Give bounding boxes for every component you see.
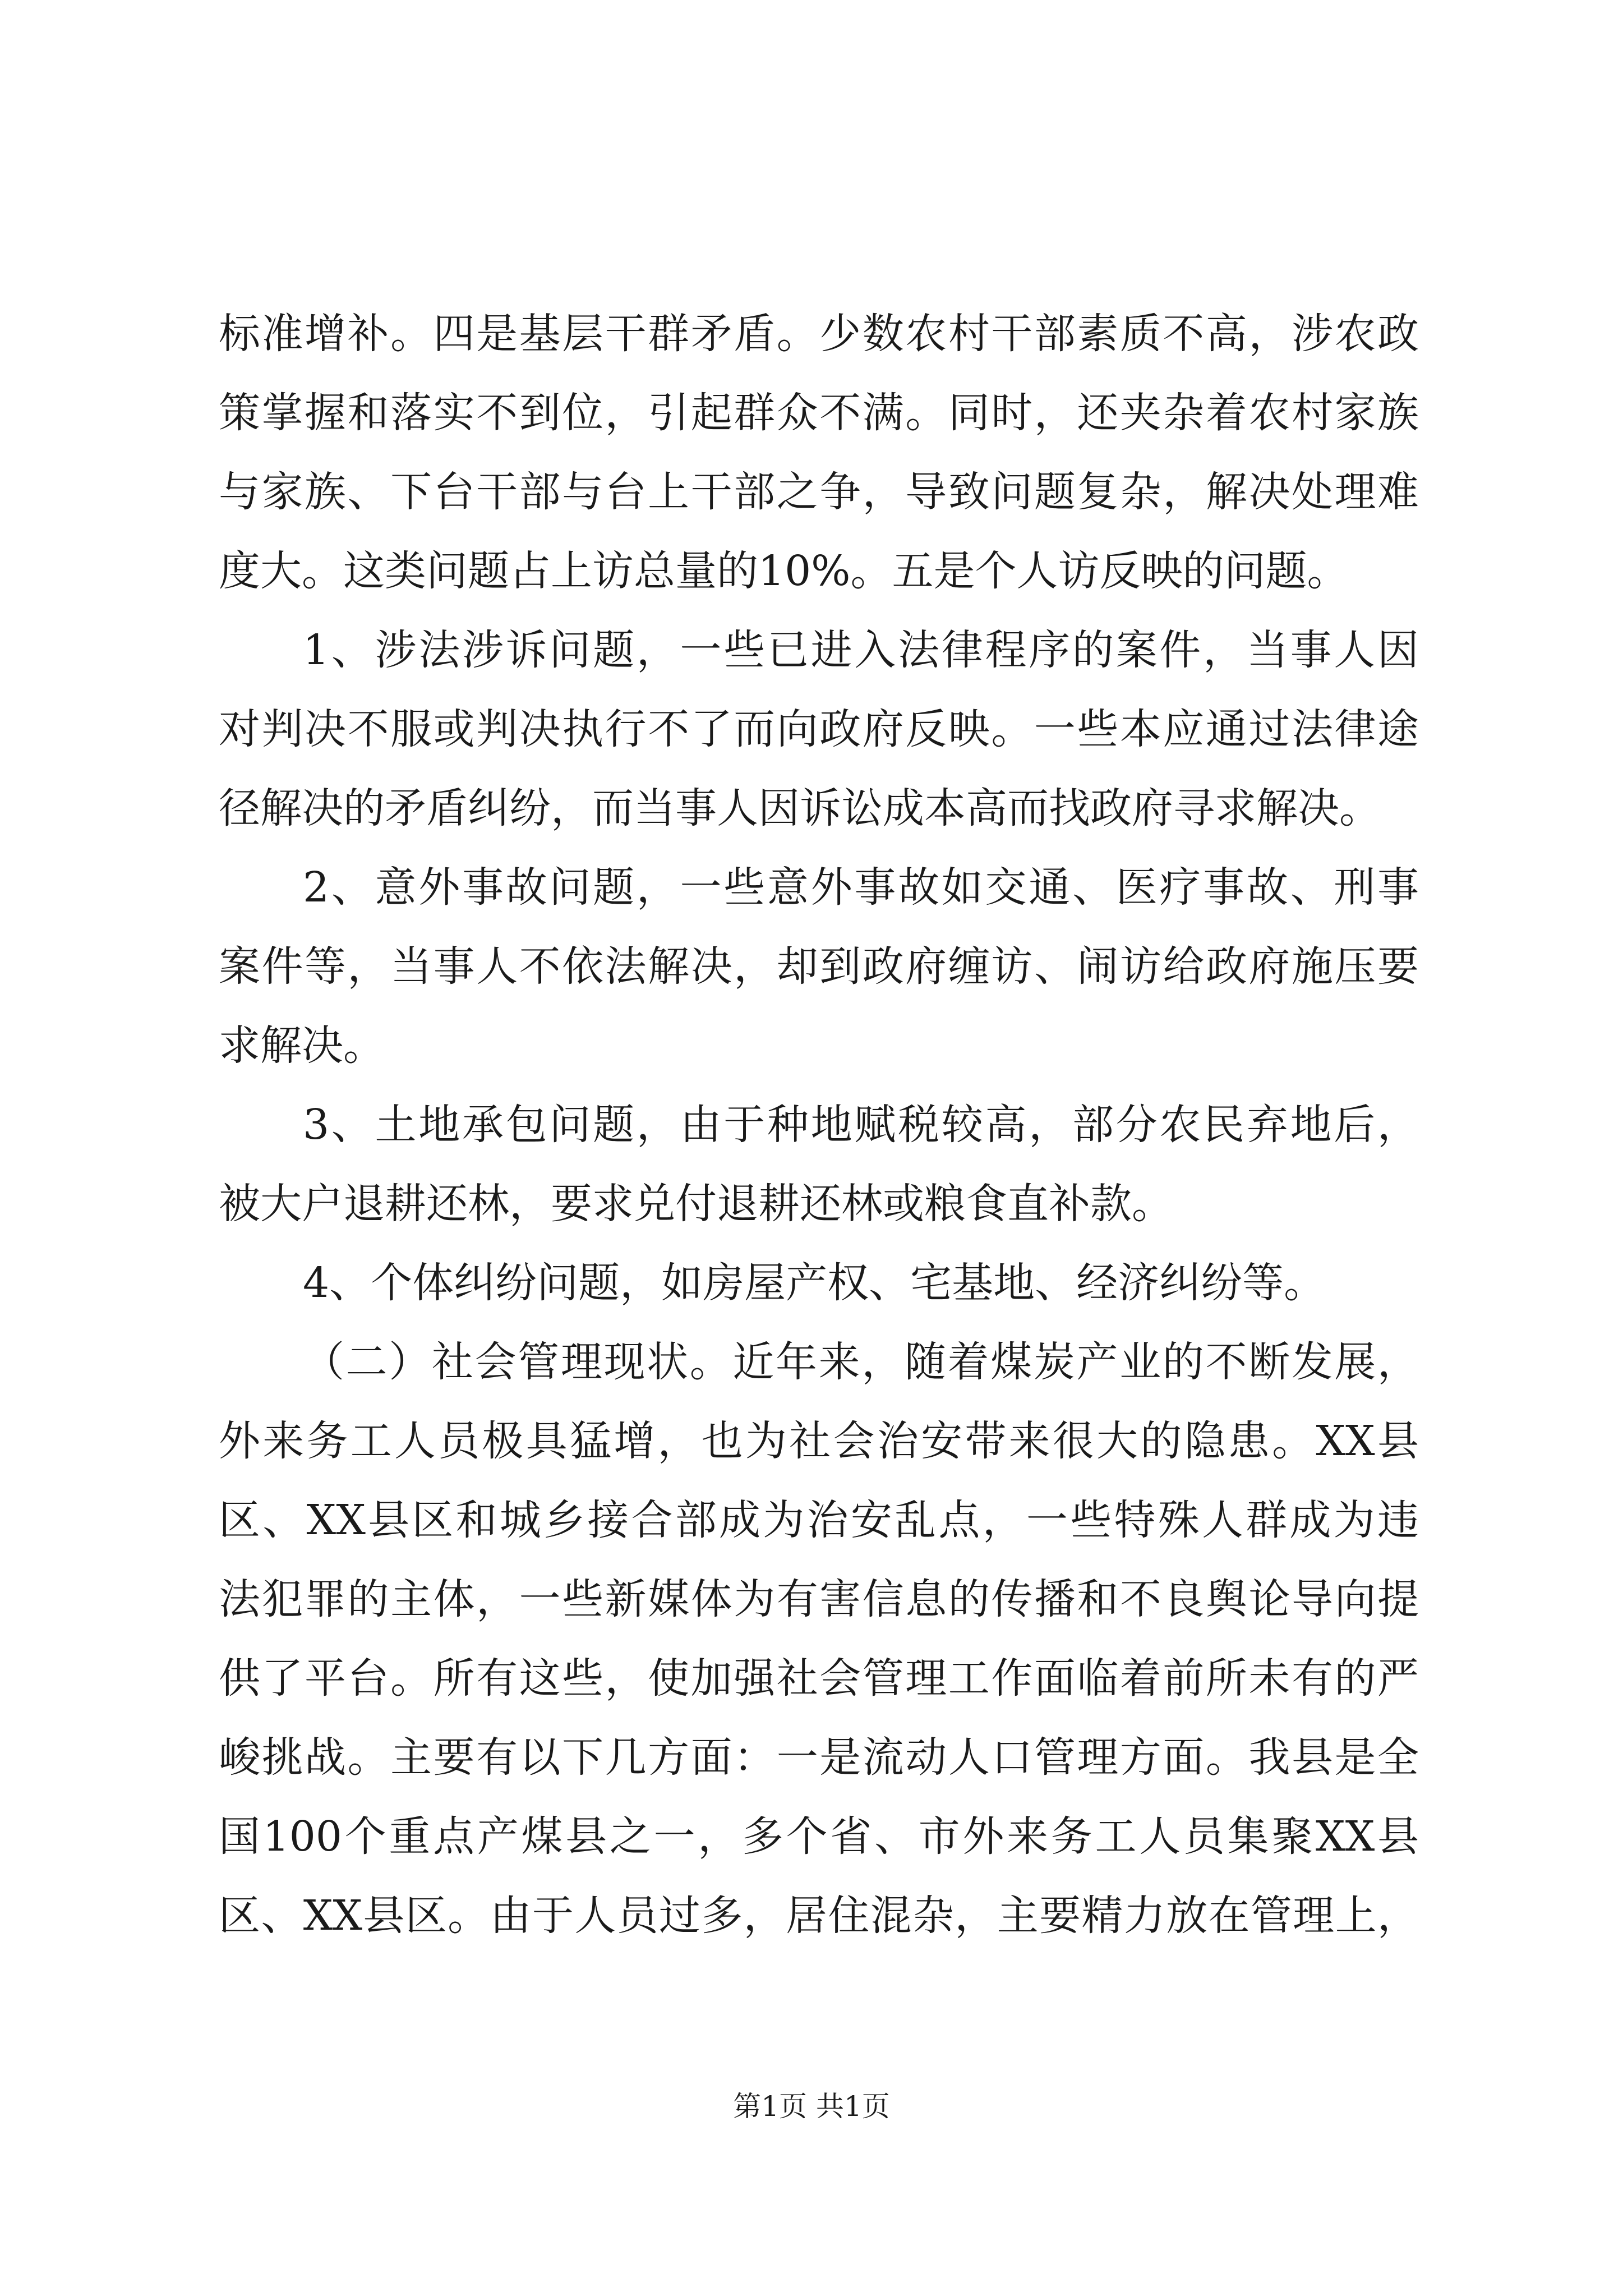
text-line: 与家族、下台干部与台上干部之争，导致问题复杂，解决处理难	[219, 468, 1419, 516]
text-line: 度大。这类问题占上访总量的10%。五是个人访反映的问题。	[219, 547, 1349, 595]
text-line: 1、涉法涉诉问题，一些已进入法律程序的案件，当事人因	[303, 626, 1419, 674]
text-line: 国100个重点产煤县之一，多个省、市外来务工人员集聚XX县	[219, 1812, 1419, 1861]
text-line: 峻挑战。主要有以下几方面：一是流动人口管理方面。我县是全	[219, 1733, 1419, 1782]
text-line: （二）社会管理现状。近年来，随着煤炭产业的不断发展，	[303, 1338, 1419, 1386]
text-line: 供了平台。所有这些，使加强社会管理工作面临着前所未有的严	[219, 1654, 1419, 1703]
text-line: 对判决不服或判决执行不了而向政府反映。一些本应通过法律途	[219, 705, 1419, 753]
text-line: 策掌握和落实不到位，引起群众不满。同时，还夹杂着农村家族	[219, 389, 1419, 437]
text-line: 标准增补。四是基层干群矛盾。少数农村干部素质不高，涉农政	[219, 310, 1419, 358]
text-line: 区、XX县区和城乡接合部成为治安乱点，一些特殊人群成为违	[219, 1496, 1419, 1544]
page-footer: 第1页 共1页	[733, 2090, 890, 2123]
text-line: 法犯罪的主体，一些新媒体为有害信息的传播和不良舆论导向提	[219, 1575, 1419, 1623]
text-line: 被大户退耕还林，要求兑付退耕还林或粮食直补款。	[219, 1180, 1173, 1228]
text-line: 4、个体纠纷问题，如房屋产权、宅基地、经济纠纷等。	[303, 1259, 1326, 1307]
text-line: 案件等，当事人不依法解决，却到政府缠访、闹访给政府施压要	[219, 942, 1419, 991]
text-line: 求解决。	[219, 1022, 385, 1070]
text-line: 区、XX县区。由于人员过多，居住混杂，主要精力放在管理上，	[219, 1892, 1419, 1940]
document-body	[219, 295, 1419, 1955]
text-line: 3、土地承包问题，由于种地赋税较高，部分农民弃地后，	[303, 1101, 1419, 1149]
text-line: 2、意外事故问题，一些意外事故如交通、医疗事故、刑事	[303, 863, 1419, 912]
text-line: 外来务工人员极具猛增，也为社会治安带来很大的隐患。XX县	[219, 1417, 1419, 1465]
text-line: 径解决的矛盾纠纷，而当事人因诉讼成本高而找政府寻求解决。	[219, 784, 1381, 832]
